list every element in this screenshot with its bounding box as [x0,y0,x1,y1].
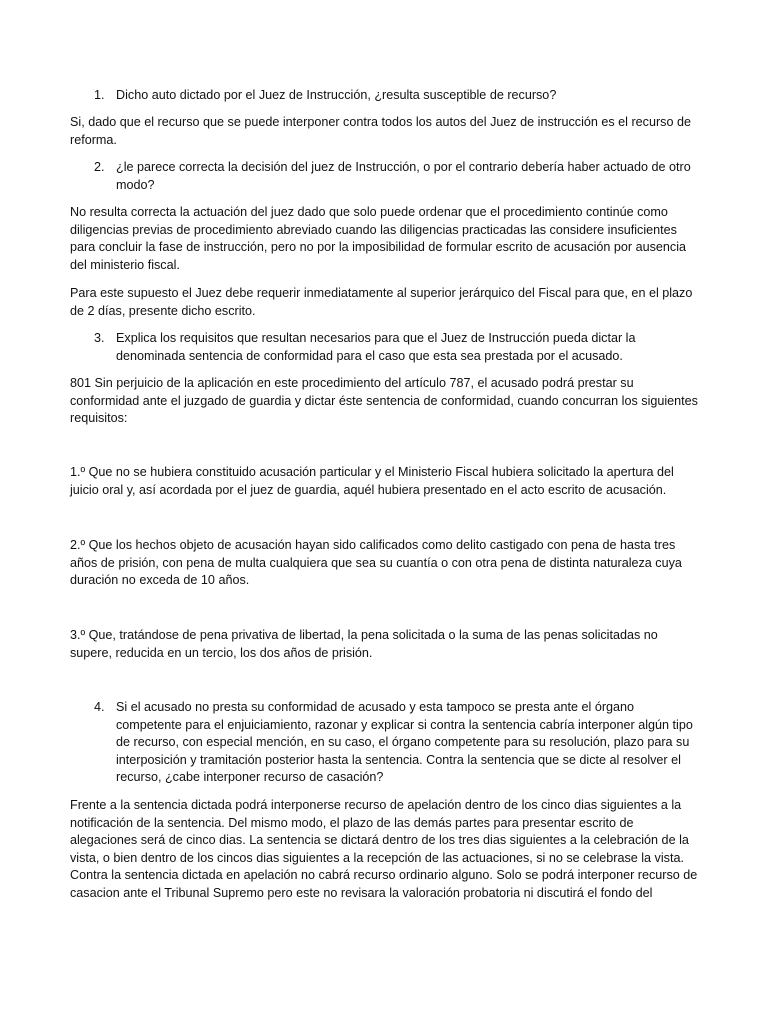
answer-3: 801 Sin perjuicio de la aplicación en este procedimiento del artículo 787, el acusado podrá prestar su conformidad ante el juzgado de guardia y dictar éste sentencia de conformidad, cuando concurran los siguientes requisitos: [70,376,698,425]
question-number: 2. [94,160,105,174]
question-text: ¿le parece correcta la decisión del juez de Instrucción, o por el contrario debería haber actuado de otro modo? [116,160,691,192]
answer-2: No resulta correcta la actuación del juez dado que solo puede ordenar que el procedimiento continúe como diligencias previas de procedimiento abreviado cuando las diligencias practicadas las considere insuficientes para concluir la fase de instrucción, pero no por la imposibilidad de formular escrito de acusación por ausencia del ministerio fiscal. [70,205,687,272]
question-3 [70,330,698,365]
question-text: Explica los requisitos que resultan necesarios para que el Juez de Instrucción pueda dictar la denominada sentencia de conformidad para el caso que esta sea prestada por el acusado. [116,331,636,363]
question-number: 1. [94,88,105,102]
answer-4: Frente a la sentencia dictada podrá interponerse recurso de apelación dentro de los cinco dias siguientes a la notificación de la sentencia. Del mismo modo, el plazo de las demás partes para presentar escrito de alegaciones será de cinco dias. La sentencia se dictará dentro de los tres dias siguientes a la celebración de la vista, o bien dentro de los cincos dias siguientes a la recepción de las actuaciones, si no se celebrase la vista. Contra la sentencia dictada en apelación no cabrá recurso ordinario alguno. Solo se podrá interponer recurso de casacion ante el Tribunal Supremo pero este no revisara la valoración probatoria ni discutirá el fondo del [70,798,698,900]
question-number: 3. [94,331,105,345]
question-text: Si el acusado no presta su conformidad de acusado y esta tampoco se presta ante el órgano competente para el enjuiciamiento, razonar y explicar si contra la sentencia cabría interponer algún tipo de recurso, con especial mención, en su caso, el órgano competente para su resolución, plazo para su interposición y tramitación posterior hasta la sentencia. Contra la sentencia que se dicte al resolver el recurso, ¿cabe interponer recurso de casación? [116,700,693,784]
answer-1: Si, dado que el recurso que se puede interponer contra todos los autos del Juez de instrucción es el recurso de reforma. [70,115,691,147]
requirement-2: 2.º Que los hechos objeto de acusación hayan sido calificados como delito castigado con pena de hasta tres años de prisión, con pena de multa cualquiera que sea su cuantía o con otra pena de distinta naturaleza cuya duración no exceda de 10 años. [70,538,682,587]
requirement-3: 3.º Que, tratándose de pena privativa de libertad, la pena solicitada o la suma de las penas solicitadas no supere, reducida en un tercio, los dos años de prisión. [70,628,658,660]
question-4 [70,699,698,787]
question-1 [70,87,698,105]
question-text: Dicho auto dictado por el Juez de Instrucción, ¿resulta susceptible de recurso? [116,88,557,102]
answer-2-paragraph-2: Para este supuesto el Juez debe requerir inmediatamente al superior jerárquico del Fiscal para que, en el plazo de 2 días, presente dicho escrito. [70,286,693,318]
question-2 [70,159,698,194]
question-number: 4. [94,700,105,714]
requirement-1: 1.º Que no se hubiera constituido acusación particular y el Ministerio Fiscal hubiera solicitado la apertura del juicio oral y, así acordada por el juez de guardia, aquél hubiera presentado en el acto escrito de acusación. [70,465,674,497]
